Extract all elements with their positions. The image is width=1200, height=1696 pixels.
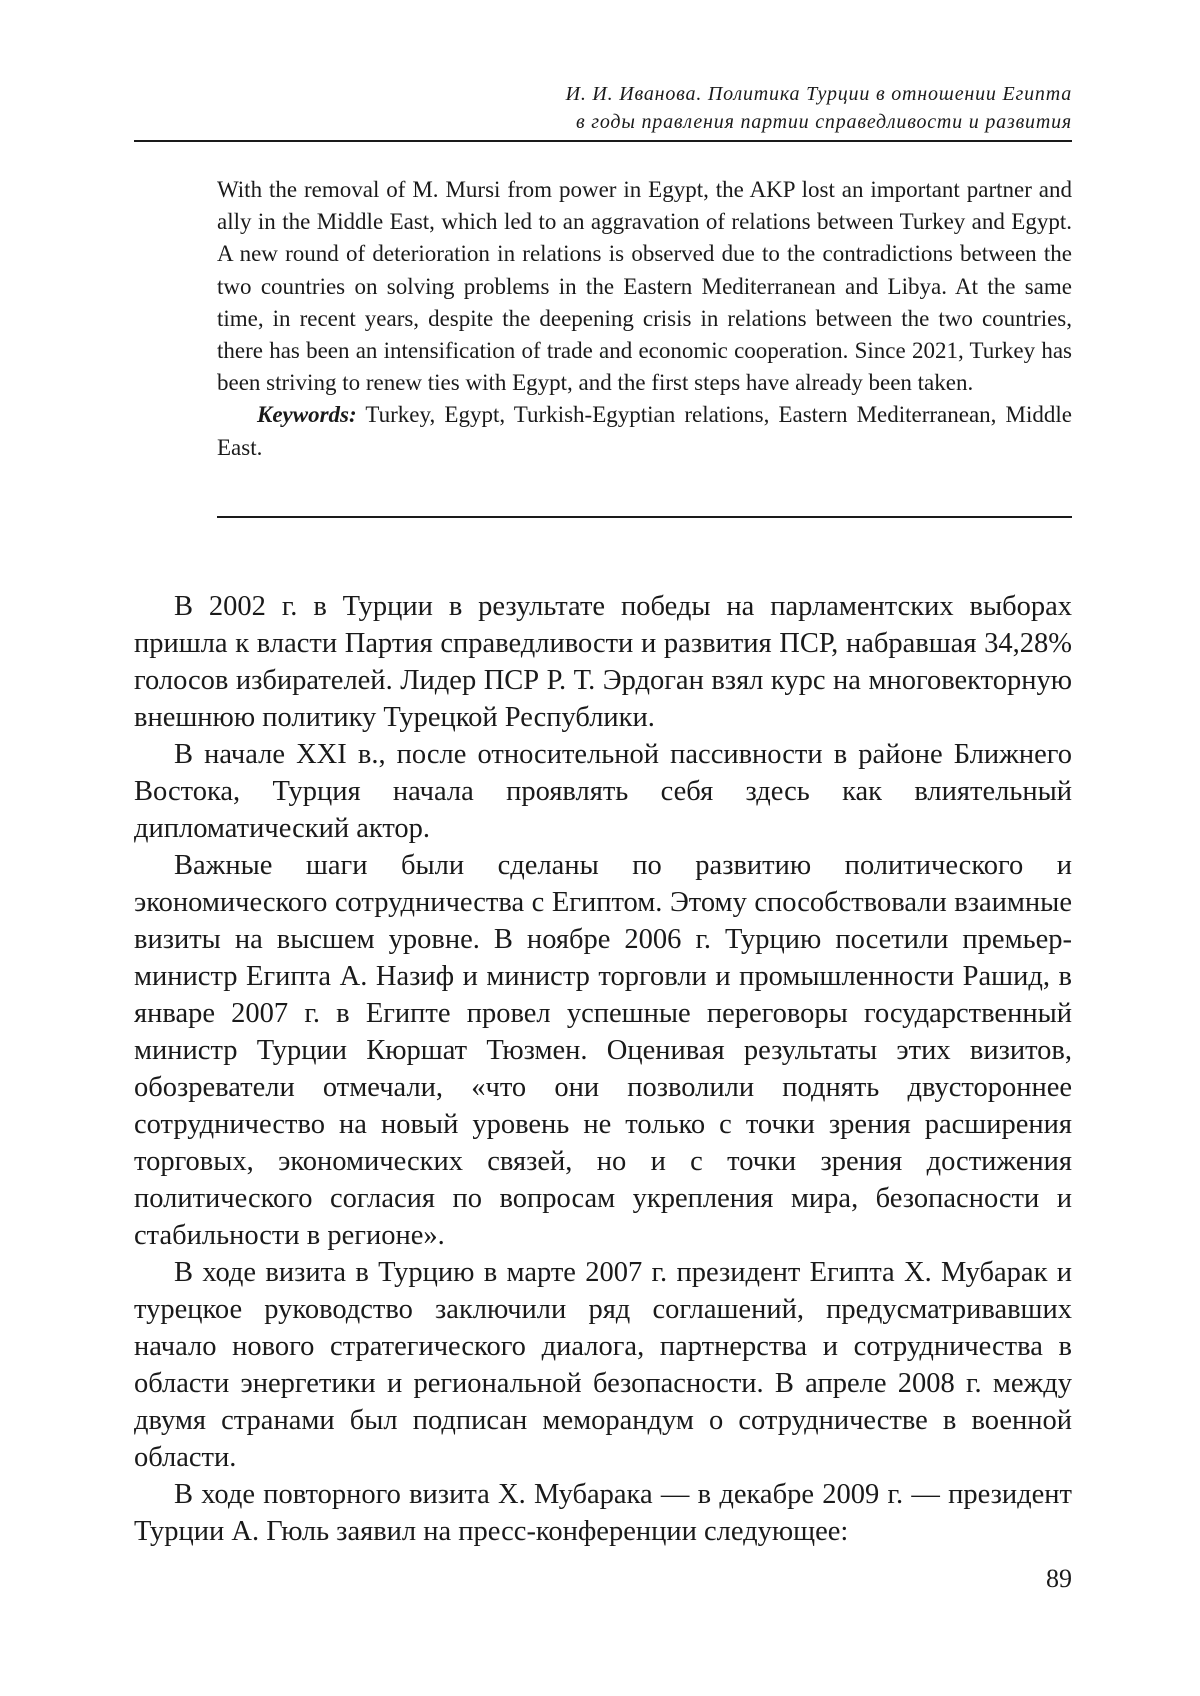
running-header [134,80,1072,136]
page-number: 89 [1046,1564,1072,1594]
body-paragraph: Важные шаги были сделаны по развитию политического и экономического сотрудничества с Египтом. Этому способствовали взаимные визиты на высшем уровне. В ноябре 2006 г. Турцию посетили премьер-министр Египта А. Назиф и министр торговли и промышленности Рашид, в январе 2007 г. в Египте провел успешные переговоры государственный министр Турции Кюршат Тюзмен. Оценивая результаты этих визитов, обозреватели отмечали, «что они позволили поднять двустороннее сотрудничество на новый уровень не только с точки зрения расширения торговых, экономических связей, но и с точки зрения достижения политического согласия по вопросам укрепления мира, безопасности и стабильности в регионе». [134,847,1072,1254]
running-header-line-2: в годы правления партии справедливости и развития [134,108,1072,136]
running-header-line-1: И. И. Иванова. Политика Турции в отношении Египта [134,80,1072,108]
abstract-block [217,174,1072,464]
keywords-line [217,399,1072,463]
keywords-text: Turkey, Egypt, Turkish-Egyptian relations, Eastern Mediterranean, Middle East. [217,402,1072,459]
body-paragraph: В начале XXI в., после относительной пассивности в районе Ближнего Востока, Турция начала проявлять себя здесь как влиятельный дипломатический актор. [134,736,1072,847]
keywords-label: Keywords: [257,402,357,427]
body-paragraph: В ходе повторного визита Х. Мубарака — в декабре 2009 г. — президент Турции А. Гюль заявил на пресс-конференции следующее: [134,1476,1072,1550]
body-text [134,588,1072,1550]
body-paragraph: В 2002 г. в Турции в результате победы на парламентских выборах пришла к власти Партия справедливости и развития ПСР, набравшая 34,28% голосов избирателей. Лидер ПСР Р. Т. Эрдоган взял курс на многовекторную внешнюю политику Турецкой Республики. [134,588,1072,736]
abstract-text: With the removal of M. Mursi from power in Egypt, the AKP lost an important partner and ally in the Middle East, which led to an aggravation of relations between Turkey and Egypt. A new round of deterioration in relations is observed due to the contradictions between the two countries on solving problems in the Eastern Mediterranean and Libya. At the same time, in recent years, despite the deepening crisis in relations between the two countries, there has been an intensification of trade and economic cooperation. Since 2021, Turkey has been striving to renew ties with Egypt, and the first steps have already been taken. [217,174,1072,399]
header-rule [134,140,1072,142]
body-paragraph: В ходе визита в Турцию в марте 2007 г. президент Египта Х. Мубарак и турецкое руководство заключили ряд соглашений, предусматривавших начало нового стратегического диалога, партнерства и сотрудничества в области энергетики и региональной безопасности. В апреле 2008 г. между двумя странами был подписан меморандум о сотрудничестве в военной области. [134,1254,1072,1476]
abstract-rule [217,516,1072,518]
